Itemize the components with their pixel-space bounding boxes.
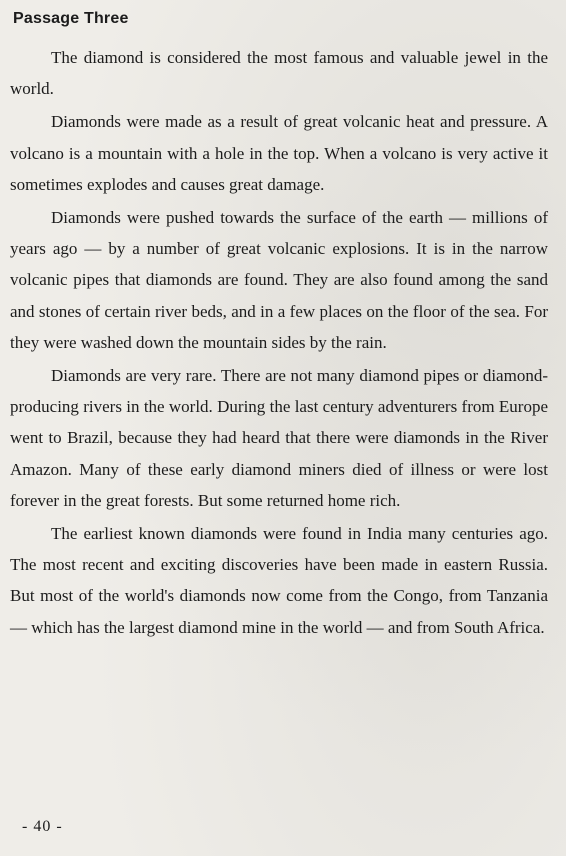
- paragraph: Diamonds were pushed towards the surface of the earth — millions of years ago — by a number of great volcanic explosions. It is in the narrow volcanic pipes that diamonds are found. They are also found among the sand and stones of certain river beds, and in a few places on the floor of the sea. For they were washed down the mountain sides by the rain.: [10, 208, 548, 352]
- passage-heading: Passage Three: [13, 10, 129, 27]
- paragraph: The earliest known diamonds were found in India many centuries ago. The most recent and exciting discoveries have been made in eastern Russia. But most of the world's diamonds now come from the Congo, from Tanzania — which has the largest diamond mine in the world — and from South Africa.: [10, 524, 548, 637]
- paragraph: Diamonds are very rare. There are not many diamond pipes or diamond-producing rivers in the world. During the last century adventurers from Europe went to Brazil, because they had heard that there were diamonds in the River Amazon. Many of these early diamond miners died of illness or were lost forever in the great forests. But some returned home rich.: [10, 366, 548, 510]
- page-number: - 40 -: [22, 818, 63, 835]
- paragraph: Diamonds were made as a result of great volcanic heat and pressure. A volcano is a mountain with a hole in the top. When a volcano is very active it sometimes explodes and causes great damage.: [10, 112, 548, 194]
- paragraph: The diamond is considered the most famous and valuable jewel in the world.: [10, 48, 548, 99]
- passage-body: [10, 42, 548, 645]
